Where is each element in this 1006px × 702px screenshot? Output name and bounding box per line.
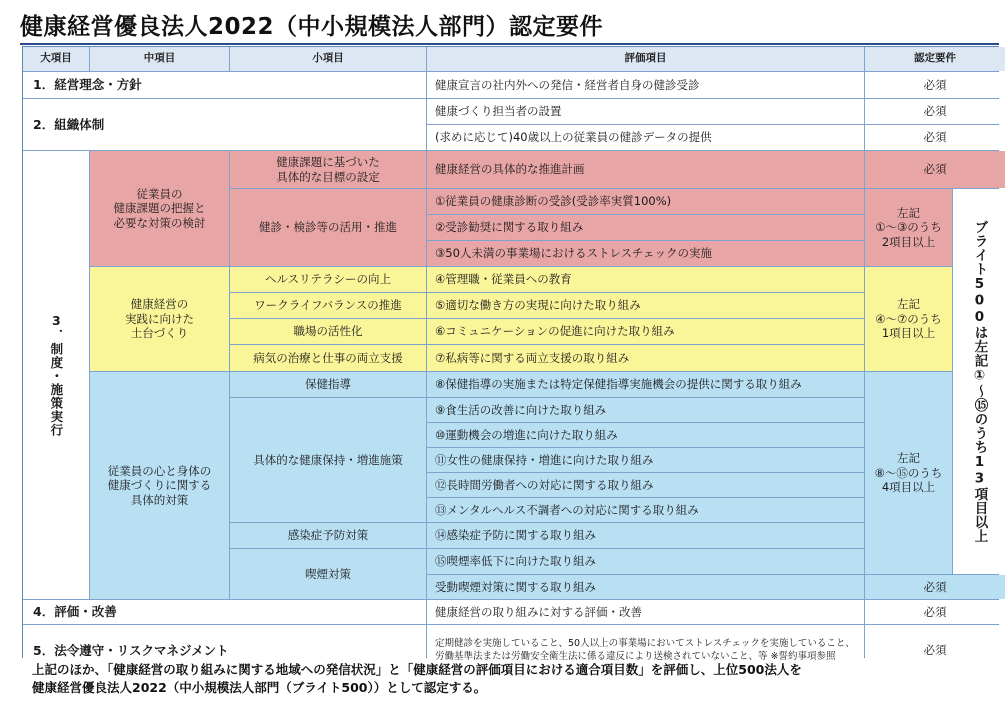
footer-line-1: 上記のほか、「健康経営の取り組みに関する地域への発信状況」と「健康経営の評価項目における適合項目数」を評価し、上位500法人を [32,662,802,677]
group-c-item-8: ⑧保健指導の実施または特定保健指導実施機会の提供に関する取り組み [427,372,864,397]
footer-note [32,661,972,697]
section-5-label: 5．法令遵守・リスクマネジメント [23,625,426,676]
group-c-item-9: ⑨食生活の改善に向けた取り組み [427,398,864,422]
group-c-item-12: ⑫長時間労働者への対応に関する取り組み [427,473,864,497]
group-b-sub-1: ヘルスリテラシーの向上 [230,267,426,292]
section-5-req: 必須 [865,625,1005,676]
section-1-label: 1．経営理念・方針 [23,72,426,98]
title-underline [20,43,999,45]
group-a-plan-req: 必須 [865,151,1005,188]
group-a-req: 左記 ①～③のうち 2項目以上 [865,189,952,266]
group-c-sub-smoking: 喫煙対策 [230,549,426,599]
group-c-sub-concrete: 具体的な健康保持・増進施策 [230,398,426,522]
section-1-item: 健康宣言の社内外への発信・経営者自身の健診受診 [427,72,864,98]
header-evaluation: 評価項目 [427,47,864,71]
header-major: 大項目 [23,47,89,71]
group-c-item-14: ⑭感染症予防に関する取り組み [427,523,864,548]
header-minor: 小項目 [230,47,426,71]
section-2-item-2: (求めに応じて)40歳以上の従業員の健診データの提供 [427,125,864,150]
group-b-item-5: ⑤適切な働き方の実現に向けた取り組み [427,293,864,318]
bright-500-note: ブライト500は左記①～⑮のうち13項目以上 [953,189,1005,574]
group-a-sub-1: 健康課題に基づいた 具体的な目標の設定 [230,151,426,188]
section-4-item: 健康経営の取り組みに対する評価・改善 [427,600,864,624]
group-c-sub-health: 保健指導 [230,372,426,397]
section-4-req: 必須 [865,600,1005,624]
group-c-item-13: ⑬メンタルヘルス不調者への対応に関する取り組み [427,498,864,522]
footer-line-2: 健康経営優良法人2022（中小規模法人部門（ブライト500））として認定する。 [32,680,487,695]
group-c-item-11: ⑪女性の健康保持・増進に向けた取り組み [427,448,864,472]
group-a-sub-2: 健診・検診等の活用・推進 [230,189,426,266]
group-a-middle: 従業員の 健康課題の把握と 必要な対策の検討 [90,151,229,266]
header-middle: 中項目 [90,47,229,71]
group-a-item-2: ②受診勧奨に関する取り組み [427,215,864,240]
page-title: 健康経営優良法人2022（中小規模法人部門）認定要件 [20,14,604,40]
requirements-table [22,46,999,662]
group-c-sub-infection: 感染症予防対策 [230,523,426,548]
group-a-item-1: ①従業員の健康診断の受診(受診率実質100%) [427,189,864,214]
group-c-passive-req: 必須 [865,575,1005,599]
group-b-sub-3: 職場の活性化 [230,319,426,344]
group-b-item-4: ④管理職・従業員への教育 [427,267,864,292]
group-c-middle: 従業員の心と身体の 健康づくりに関する 具体的対策 [90,372,229,599]
group-c-item-passive-smoking: 受動喫煙対策に関する取り組み [427,575,864,599]
section-2-label: 2．組織体制 [23,99,426,150]
group-b-sub-4: 病気の治療と仕事の両立支援 [230,345,426,371]
section-2-req-1: 必須 [865,99,1005,124]
section-2-req-2: 必須 [865,125,1005,150]
group-b-sub-2: ワークライフバランスの推進 [230,293,426,318]
group-c-req: 左記 ⑧～⑮のうち 4項目以上 [865,372,952,574]
section-1-req: 必須 [865,72,1005,98]
group-c-item-15: ⑮喫煙率低下に向けた取り組み [427,549,864,574]
group-b-middle: 健康経営の 実践に向けた 土台づくり [90,267,229,371]
group-b-item-6: ⑥コミュニケーションの促進に向けた取り組み [427,319,864,344]
section-5-item: 定期健診を実施していること、50人以上の事業場においてストレスチェックを実施していること、労働基準法または労働安全衛生法に係る違反により送検されていないこと、等 ※誓約事項参照 [427,625,864,676]
group-a-item-3: ③50人未満の事業場におけるストレスチェックの実施 [427,241,864,266]
section-3-label: 3．制度・施策実行 [23,151,89,599]
section-2-item-1: 健康づくり担当者の設置 [427,99,864,124]
header-requirement: 認定要件 [865,47,1005,71]
group-b-req: 左記 ④～⑦のうち 1項目以上 [865,267,952,371]
group-a-item-plan: 健康経営の具体的な推進計画 [427,151,864,188]
group-c-item-10: ⑩運動機会の増進に向けた取り組み [427,423,864,447]
group-b-item-7: ⑦私病等に関する両立支援の取り組み [427,345,864,371]
section-4-label: 4．評価・改善 [23,600,426,624]
